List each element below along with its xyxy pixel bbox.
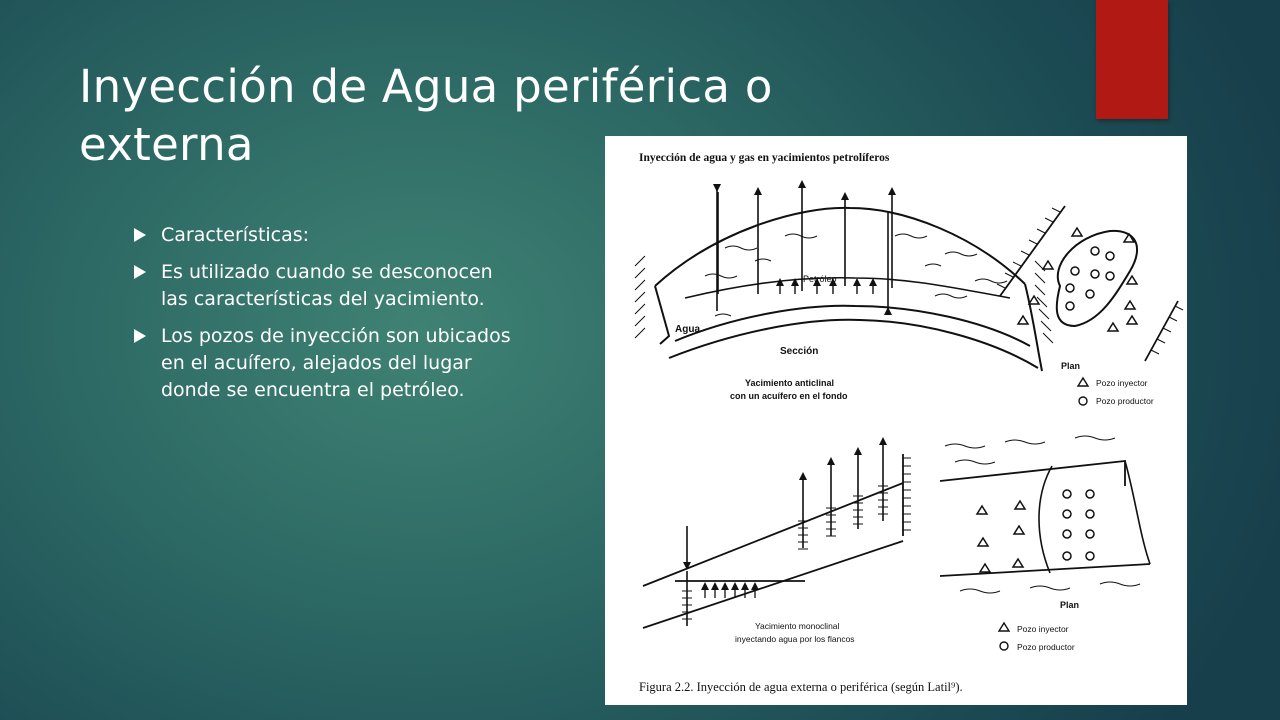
circle-legend-icon: [1000, 642, 1008, 650]
agua-label: Agua: [675, 324, 700, 335]
plan-wells-bottom: [977, 490, 1094, 572]
monocline-wells: [682, 441, 888, 626]
petroleo-label: Petróleo: [803, 274, 837, 284]
monocline-plan-diagram: [940, 436, 1150, 593]
triangle-legend-icon: [999, 623, 1009, 631]
injection-diagram-figure: [605, 136, 1187, 705]
triangle-legend-icon: [1078, 378, 1088, 386]
legend-injector-bottom: Pozo inyector: [1017, 624, 1069, 634]
slide-title: Inyección de Agua periférica o externa: [79, 60, 773, 171]
legend-producer-bottom: Pozo productor: [1017, 642, 1075, 652]
arrow-bullet-icon: [134, 265, 146, 279]
anticline-caption-1: Yacimiento anticlinal: [745, 378, 835, 388]
anticline-section-diagram: [635, 208, 1053, 371]
arrow-bullet-icon: [134, 228, 146, 242]
injection-diagram-svg: [605, 136, 1187, 705]
accent-bar: [1096, 0, 1168, 119]
arrow-bullet-icon: [134, 329, 146, 343]
circle-legend-icon: [1079, 397, 1087, 405]
legend-producer-top: Pozo productor: [1096, 396, 1154, 406]
figure-caption: Figura 2.2. Inyección de agua externa o periférica (según Latil⁹).: [639, 680, 963, 694]
anticline-caption-2: con un acuífero en el fondo: [730, 391, 848, 401]
seccion-label: Sección: [780, 346, 819, 357]
bullet-text: Características:: [161, 224, 310, 246]
monocline-diagram: [643, 454, 911, 628]
plan-label-top: Plan: [1061, 361, 1081, 371]
bullet-text: Es utilizado cuando se desconocen las características del yacimiento.: [161, 261, 493, 310]
plan-label-bottom: Plan: [1060, 600, 1080, 610]
monocline-water-arrows: [705, 586, 755, 598]
bullet-list: [134, 222, 514, 414]
legend-injector-top: Pozo inyector: [1096, 378, 1148, 388]
bullet-item: [134, 222, 514, 249]
bullet-item: [134, 259, 514, 313]
monocline-caption-1: Yacimiento monoclinal: [755, 621, 840, 631]
figure-header: Inyección de agua y gas en yacimientos petrolíferos: [639, 152, 890, 164]
monocline-caption-2: inyectando agua por los flancos: [735, 634, 855, 644]
anticline-wells: [717, 184, 892, 311]
bullet-item: [134, 323, 514, 404]
bullet-text: Los pozos de inyección son ubicados en el acuífero, alejados del lugar donde se encuentra el petróleo.: [161, 325, 511, 401]
